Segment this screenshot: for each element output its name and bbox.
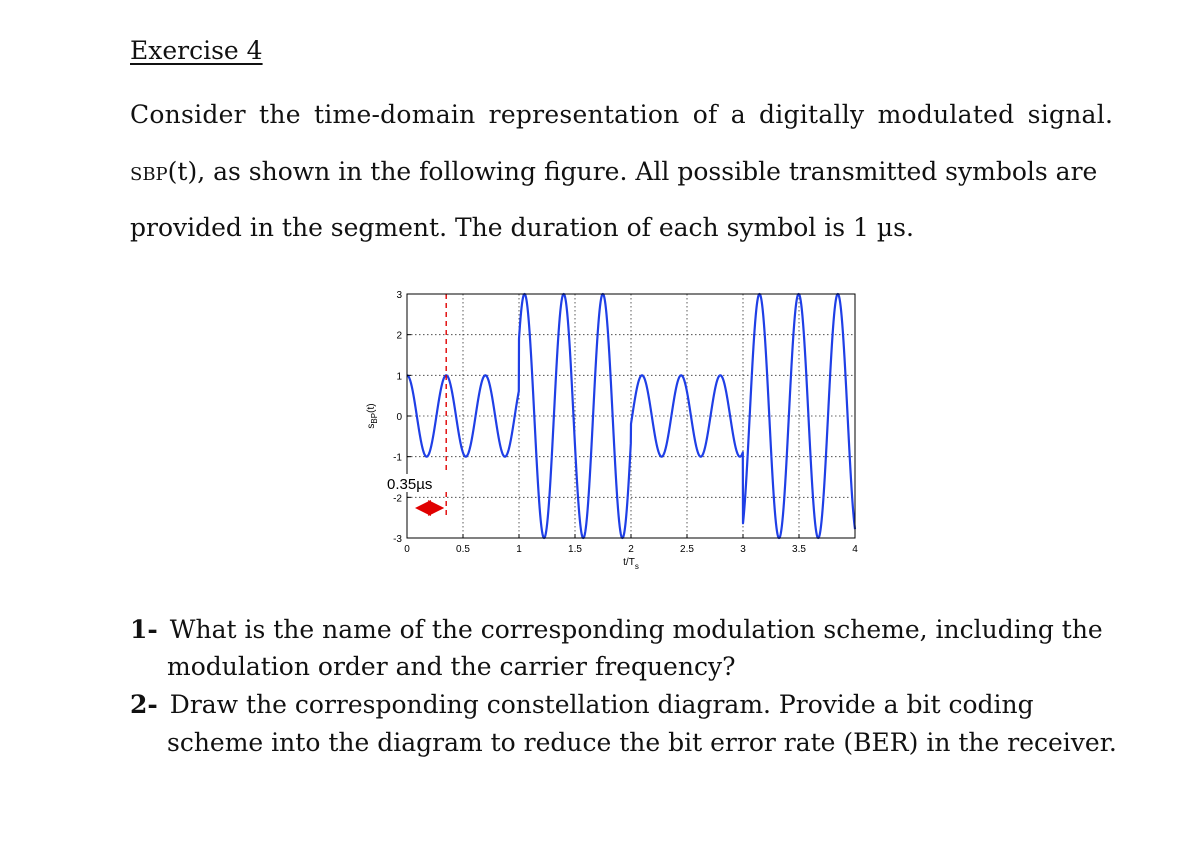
- x-tick-label: 3.5: [792, 544, 806, 555]
- y-tick-label: 0: [396, 412, 402, 423]
- x-tick-label: 0: [404, 544, 410, 555]
- paragraph-line-3: provided in the segment. The duration of each symbol is 1 µs.: [130, 213, 914, 242]
- y-tick-label: 1: [396, 371, 402, 383]
- paragraph-line-2-text: (t), as shown in the following figure. All possible transmitted symbols are: [167, 157, 1098, 186]
- x-axis-label-subscript: s: [634, 562, 639, 571]
- question-1-line-2: modulation order and the carrier frequency?: [167, 652, 736, 681]
- paragraph-line-1: Consider the time-domain representation of a digitally modulated signal.: [130, 100, 1114, 129]
- signal-plot: [360, 282, 880, 582]
- x-tick-label: 4: [852, 544, 858, 555]
- y-axis-label: $s_{BP}(t)$: [366, 403, 379, 429]
- x-tick-label: 3: [740, 544, 746, 555]
- x-tick-label: 2.5: [680, 544, 694, 555]
- x-tick-label: 1.5: [568, 544, 582, 555]
- signal-symbol: SBP: [130, 164, 168, 185]
- question-1-line-1: [130, 615, 1103, 644]
- y-tick-label: -3: [393, 534, 402, 545]
- x-tick-label: 1: [516, 544, 522, 555]
- y-tick-label: -2: [393, 493, 402, 505]
- paragraph-line-2: [130, 157, 1097, 186]
- y-axis-label-subscript: BP: [370, 412, 379, 424]
- x-axis-label: $t/T_s$: [623, 557, 639, 571]
- x-tick-label: 2: [628, 544, 634, 555]
- exercise-heading: Exercise 4: [130, 36, 263, 65]
- question-2-text: Draw the corresponding constellation diagram. Provide a bit coding: [169, 690, 1034, 719]
- y-axis-label-suffix: (t): [366, 403, 377, 413]
- question-1-text: What is the name of the corresponding modulation scheme, including the: [169, 615, 1103, 644]
- question-2-line-2: scheme into the diagram to reduce the bit error rate (BER) in the receiver.: [167, 728, 1117, 757]
- x-tick-label: 0.5: [456, 544, 470, 555]
- y-tick-label: -1: [393, 452, 402, 464]
- question-2-number: 2-: [130, 690, 158, 719]
- question-1-number: 1-: [130, 615, 158, 644]
- y-tick-label: 3: [396, 290, 402, 301]
- annotation-label: 0.35µs: [387, 476, 433, 493]
- y-tick-label: 2: [396, 330, 402, 342]
- question-2-line-1: [130, 690, 1034, 719]
